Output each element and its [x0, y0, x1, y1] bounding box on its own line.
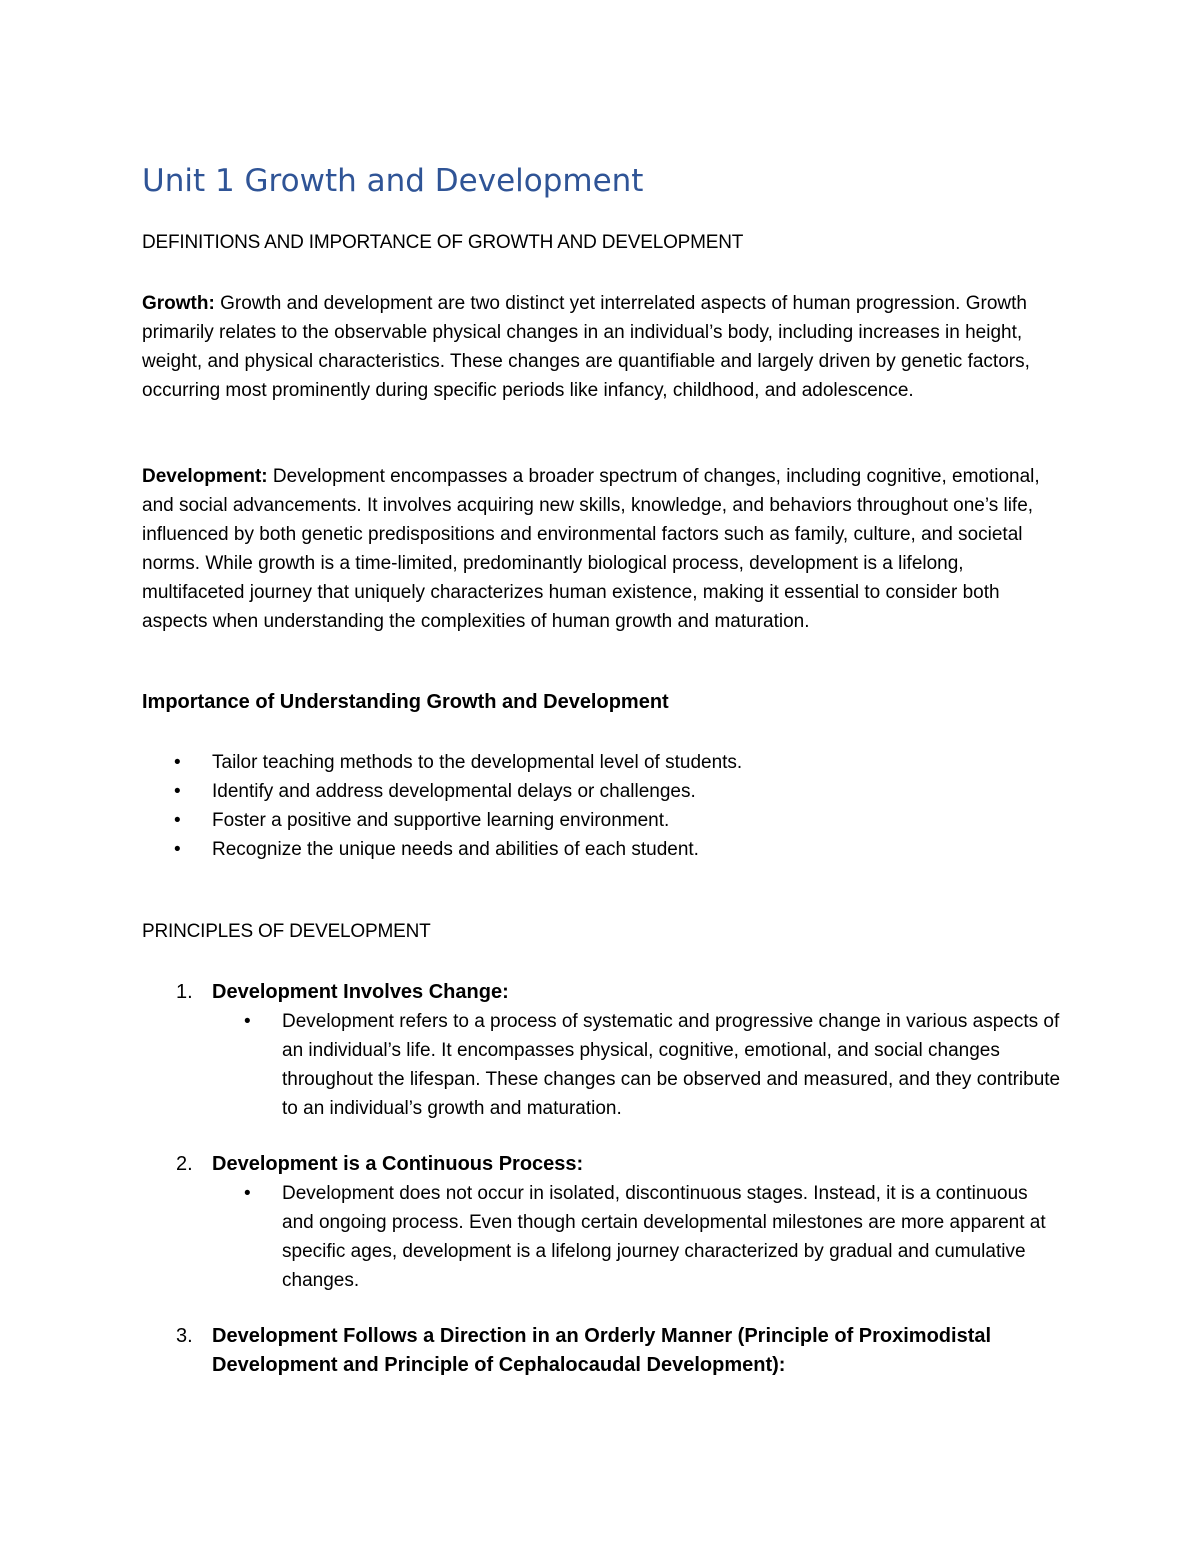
development-text: Development encompasses a broader spectrum of changes, including cognitive, emotional, and social advancements. It involves acquiring new skills, knowledge, and behaviors throughout one’s life, influenced by both genetic predispositions and environmental factors such as family, culture, and societal norms. While growth is a time-limited, predominantly biological process, development is a lifelong, multifaceted journey that uniquely characterizes human existence, making it essential to consider both aspects when understanding the complexities of human growth and maturation. — [142, 466, 1040, 632]
bullet-icon: • — [174, 781, 181, 802]
list-item: • Recognize the unique needs and abilities of each student. — [142, 835, 742, 864]
bullet-icon: • — [244, 1183, 251, 1204]
principle-number: 2. — [176, 1153, 193, 1175]
growth-paragraph — [142, 289, 1062, 405]
development-label: Development: — [142, 466, 268, 487]
importance-heading: Importance of Understanding Growth and Development — [142, 691, 669, 713]
principle-body: • Development refers to a process of systematic and progressive change in various aspects of an individual’s life. It encompasses physical, cognitive, emotional, and social changes throughout the lifespan. These changes can be observed and measured, and they contribute to an individual’s growth and maturation. — [282, 1007, 1062, 1123]
principle-title: Development Follows a Direction in an Orderly Manner (Principle of Proximodistal Development and Principle of Cephalocaudal Development): — [212, 1325, 992, 1376]
principle-number: 3. — [176, 1325, 193, 1347]
bullet-icon: • — [174, 810, 181, 831]
growth-label: Growth: — [142, 293, 215, 314]
principle-item — [142, 1150, 1062, 1295]
bullet-icon: • — [174, 752, 181, 773]
principle-item — [142, 1322, 1062, 1380]
principle-body: • Development does not occur in isolated, discontinuous stages. Instead, it is a continuous and ongoing process. Even though certain developmental milestones are more apparent at specific ages, development is a lifelong journey characterized by gradual and cumulative changes. — [282, 1179, 1062, 1295]
list-item: • Foster a positive and supportive learning environment. — [142, 806, 742, 835]
growth-text: Growth and development are two distinct yet interrelated aspects of human progression. Growth primarily relates to the observable physical changes in an individual’s body, including increases in height, weight, and physical characteristics. These changes are quantifiable and largely driven by genetic factors, occurring most prominently during specific periods like infancy, childhood, and adolescence. — [142, 293, 1030, 401]
principle-number: 1. — [176, 981, 193, 1003]
principle-item — [142, 978, 1062, 1123]
principle-title: Development is a Continuous Process: — [212, 1153, 584, 1175]
bullet-icon: • — [174, 839, 181, 860]
page-title: Unit 1 Growth and Development — [142, 163, 644, 199]
importance-list — [142, 748, 742, 864]
principle-title: Development Involves Change: — [212, 981, 509, 1003]
list-item: • Identify and address developmental delays or challenges. — [142, 777, 742, 806]
section-heading-principles: PRINCIPLES OF DEVELOPMENT — [142, 921, 431, 942]
development-paragraph — [142, 462, 1062, 636]
list-item: • Tailor teaching methods to the developmental level of students. — [142, 748, 742, 777]
bullet-icon: • — [244, 1011, 251, 1032]
section-heading-definitions: DEFINITIONS AND IMPORTANCE OF GROWTH AND DEVELOPMENT — [142, 232, 744, 253]
